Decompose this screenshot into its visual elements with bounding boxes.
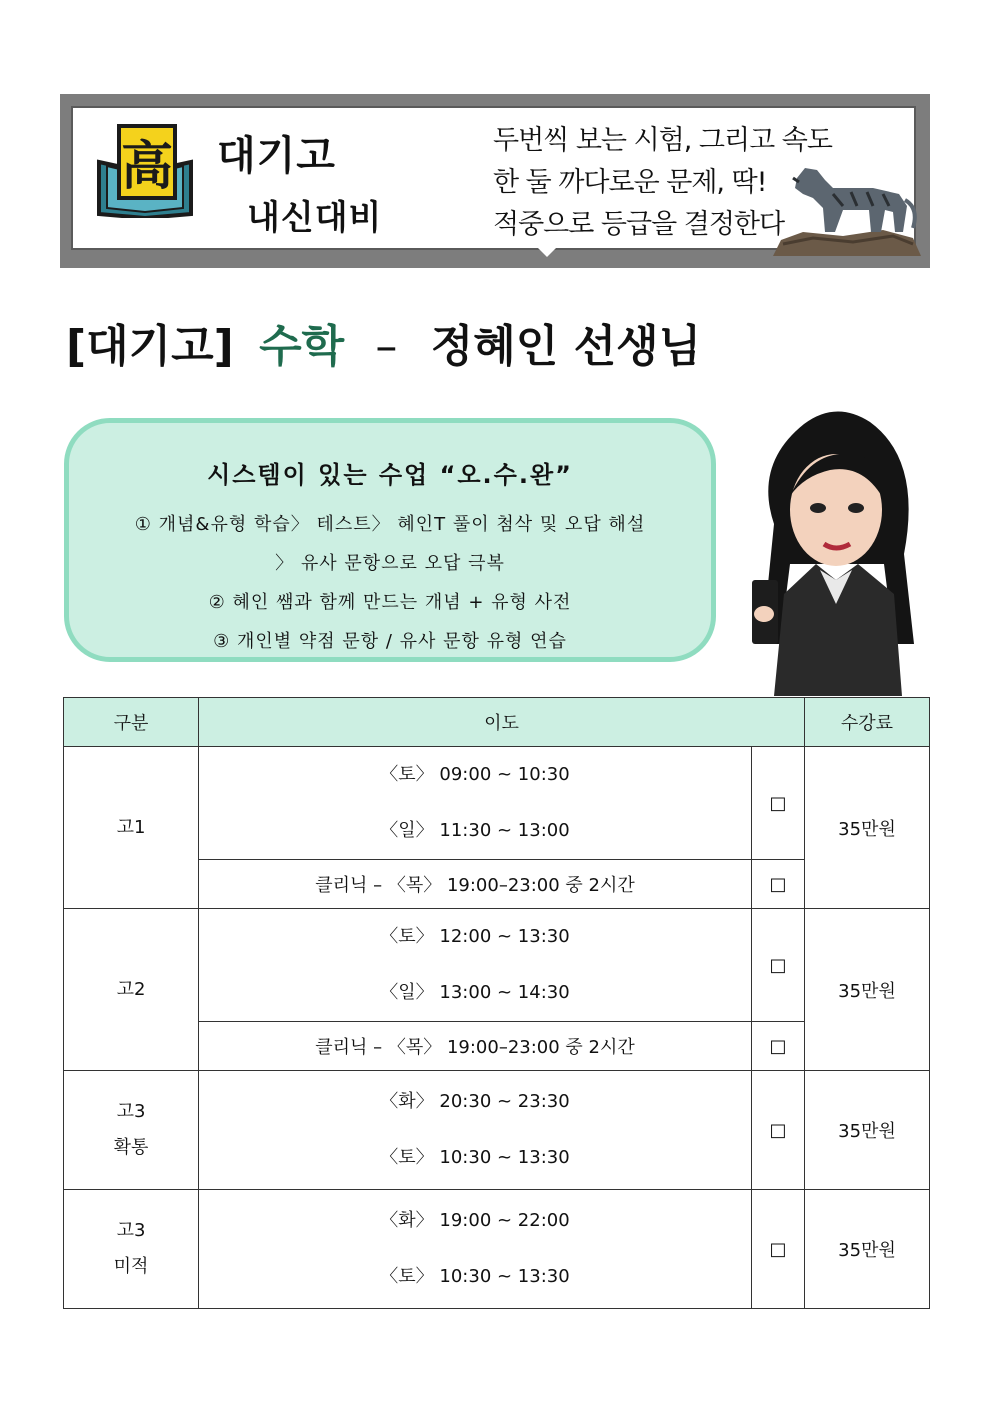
- grade-cell: [64, 909, 199, 1071]
- fee-cell: 35만원: [805, 1190, 930, 1309]
- time-slot: 〈일〉 11:30 ~ 13:00: [380, 820, 570, 841]
- info-line: ② 혜인 쌤과 함께 만드는 개념 + 유형 사전: [208, 592, 572, 613]
- time-slot: 〈토〉 12:00 ~ 13:30: [380, 926, 570, 947]
- header-cell: 이도: [199, 698, 805, 747]
- grade-cell: [64, 1190, 199, 1309]
- time-slot: 〈화〉 19:00 ~ 22:00: [380, 1210, 570, 1231]
- grade-label: 미적: [113, 1256, 149, 1277]
- info-line: 〉 유사 문항으로 오답 극복: [275, 553, 505, 574]
- clinic-cell: 클리닉 – 〈목〉 19:00–23:00 중 2시간: [199, 860, 752, 909]
- grade-label: 확통: [113, 1137, 149, 1158]
- logo-char: 高: [120, 137, 174, 197]
- slogan-line: 한 둘 까다로운 문제, 딱!: [493, 167, 767, 198]
- fee-cell: 35만원: [805, 909, 930, 1071]
- tiger-statue-image: [773, 148, 921, 256]
- time-slot: 〈화〉 20:30 ~ 23:30: [380, 1091, 570, 1112]
- info-line: ① 개념&유형 학습〉 테스트〉 혜인T 풀이 첨삭 및 오답 해설: [134, 514, 646, 535]
- title-subject: 수학: [259, 321, 345, 372]
- fee-cell: 35만원: [805, 747, 930, 909]
- banner-notch: [538, 248, 556, 257]
- checkbox[interactable]: □: [752, 747, 805, 860]
- title-dash: –: [375, 321, 398, 372]
- school-logo-icon: [95, 122, 199, 218]
- slogan-line: 적중으로 등급을 결정한다: [493, 209, 785, 240]
- banner-subtitle: 내신대비: [247, 198, 383, 238]
- info-heading: 시스템이 있는 수업 “오.수.완”: [207, 461, 573, 489]
- grade-cell: [64, 1071, 199, 1190]
- table-row: [64, 1190, 930, 1309]
- teacher-caricature-image: [744, 404, 930, 696]
- title-school: [대기고]: [66, 321, 234, 372]
- table-row: [64, 909, 930, 1022]
- time-cell: [199, 747, 752, 860]
- header-banner: [60, 94, 930, 268]
- schedule-table: [63, 697, 930, 1309]
- info-line: ③ 개인별 약점 문항 / 유사 문항 유형 연습: [213, 631, 567, 652]
- checkbox[interactable]: □: [752, 1190, 805, 1309]
- grade-cell: [64, 747, 199, 909]
- fee-cell: 35만원: [805, 1071, 930, 1190]
- header-cell: 수강료: [805, 698, 930, 747]
- time-cell: [199, 1190, 752, 1309]
- slogan-line: 두번씩 보는 시험, 그리고 속도: [493, 125, 832, 156]
- clinic-cell: 클리닉 – 〈목〉 19:00–23:00 중 2시간: [199, 1022, 752, 1071]
- time-cell: [199, 909, 752, 1022]
- grade-label: 고1: [116, 816, 146, 838]
- title-teacher: 정혜인 선생님: [430, 321, 702, 372]
- time-slot: 〈토〉 10:30 ~ 13:30: [380, 1147, 570, 1168]
- time-cell: [199, 1071, 752, 1190]
- time-slot: 〈토〉 09:00 ~ 10:30: [380, 764, 570, 785]
- grade-label: 고3: [116, 1220, 146, 1241]
- checkbox[interactable]: □: [752, 1071, 805, 1190]
- grade-label: 고2: [116, 978, 146, 1000]
- course-system-box: [64, 418, 716, 662]
- checkbox[interactable]: □: [752, 1022, 805, 1071]
- table-row: [64, 747, 930, 860]
- banner-panel: [71, 106, 916, 250]
- time-slot: 〈일〉 13:00 ~ 14:30: [380, 982, 570, 1003]
- table-row: [64, 1071, 930, 1190]
- header-cell: 구분: [64, 698, 199, 747]
- checkbox[interactable]: □: [752, 909, 805, 1022]
- table-header-row: [64, 698, 930, 747]
- grade-label: 고3: [116, 1101, 146, 1122]
- checkbox[interactable]: □: [752, 860, 805, 909]
- page-title: [66, 310, 701, 374]
- banner-school-name: 대기고: [217, 133, 336, 179]
- time-slot: 〈토〉 10:30 ~ 13:30: [380, 1266, 570, 1287]
